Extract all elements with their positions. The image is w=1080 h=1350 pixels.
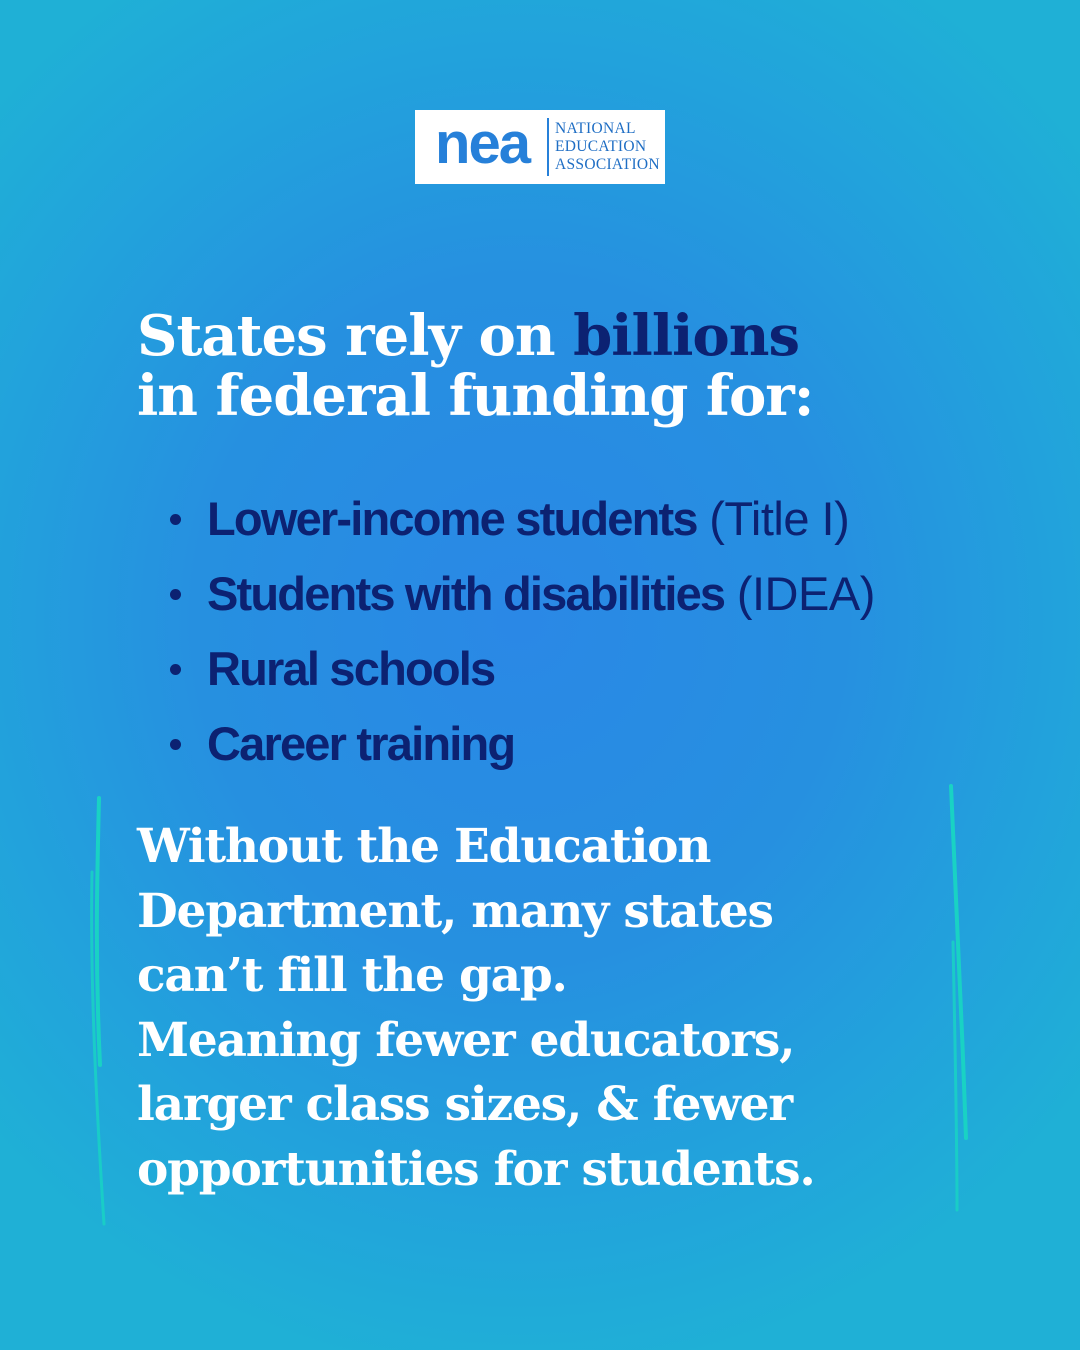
bullet-label: Rural schools [207,642,495,695]
bullet-dot-icon [170,739,181,750]
headline-part-1: States rely on [137,303,574,369]
logo-wordmark [549,112,663,182]
left-brush-stroke-2 [92,872,104,1224]
bullet-item [170,706,875,781]
bullet-dot-icon [170,589,181,600]
headline-highlight: billions [573,303,799,369]
headline [137,303,1017,429]
bullet-item [170,631,875,706]
left-brush-stroke [97,798,100,1065]
body-line-3: can’t fill the gap. [137,948,567,1003]
bullet-item [170,481,875,556]
bullet-note: (Title I) [696,492,850,545]
bullet-dot-icon [170,664,181,675]
body-line-1: Without the Education [137,819,711,874]
bullet-label: Lower-income students [207,492,697,545]
logo-mark: nea [435,111,529,176]
bullet-item [170,556,875,631]
logo-name-line-3: ASSOCIATION [555,156,660,173]
headline-line-2: in federal funding for: [137,363,814,429]
bullet-dot-icon [170,514,181,525]
body-paragraph [137,815,997,1202]
bullet-label: Students with disabilities [207,567,725,620]
nea-logo [415,110,665,184]
body-line-4: Meaning fewer educators, [137,1012,795,1068]
body-line-5: larger class sizes, & fewer [137,1077,792,1132]
bullet-label: Career training [207,717,515,770]
body-line-6: opportunities for students. [137,1141,815,1197]
bullet-note: (IDEA) [724,567,875,620]
funding-bullet-list [170,481,875,781]
logo-name-line-1: NATIONAL [555,120,636,137]
logo-name-line-2: EDUCATION [555,138,647,155]
body-line-2: Department, many states [137,883,773,939]
